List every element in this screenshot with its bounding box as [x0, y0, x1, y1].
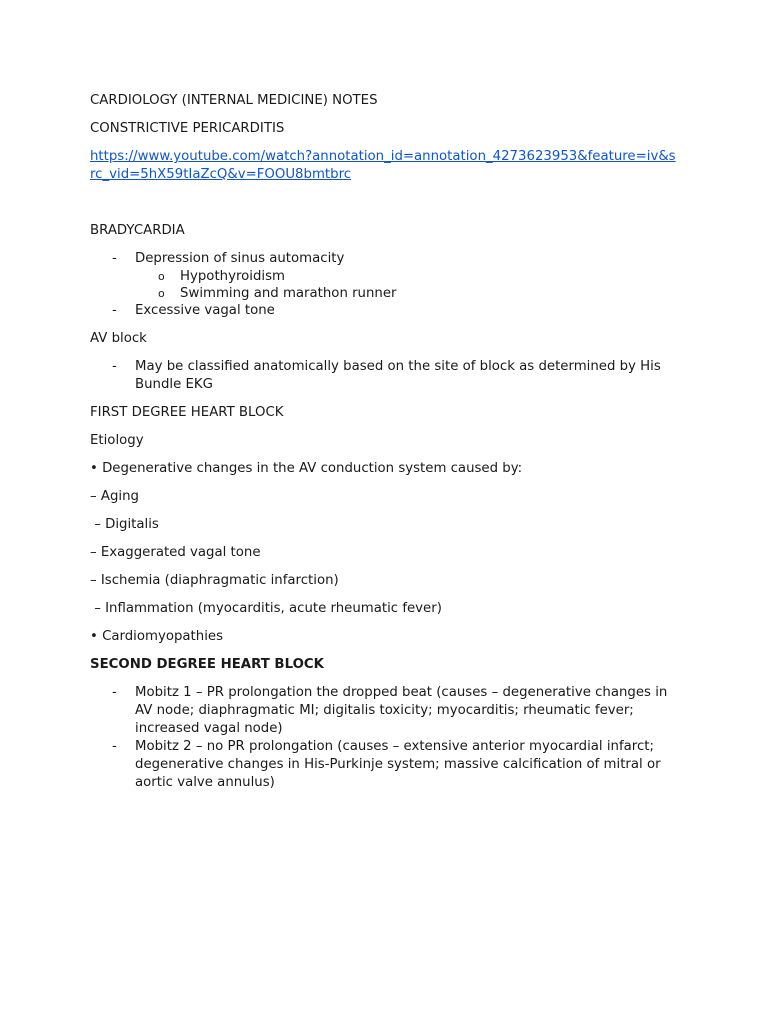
second-degree-list [90, 684, 680, 792]
sub-list-item [135, 285, 680, 302]
heading-first-degree: FIRST DEGREE HEART BLOCK [90, 405, 284, 420]
av-block-list [90, 358, 680, 394]
etiology-line: – Ischemia (diaphragmatic infarction) [90, 573, 339, 588]
list-item [90, 738, 680, 792]
list-item [90, 250, 680, 302]
dash-marker: - [112, 251, 117, 266]
sub-list-item [135, 268, 680, 285]
list-item [90, 684, 680, 738]
heading-av-block: AV block [90, 331, 147, 346]
heading-constrictive-pericarditis: CONSTRICTIVE PERICARDITIS [90, 121, 285, 136]
document-title: CARDIOLOGY (INTERNAL MEDICINE) NOTES [90, 93, 378, 108]
youtube-link[interactable]: https://www.youtube.com/watch?annotation_id=annotation_4273623953&feature=iv&src_vid=5hX59tIaZcQ&v=FOOU8bmtbrc [90, 149, 676, 182]
etiology-line: – Exaggerated vagal tone [90, 545, 261, 560]
bradycardia-list [90, 250, 680, 320]
list-item [90, 358, 680, 394]
list-item-text: Depression of sinus automacity [135, 251, 345, 266]
document-page [90, 92, 680, 802]
heading-second-degree: SECOND DEGREE HEART BLOCK [90, 657, 324, 672]
list-item-text: Mobitz 1 – PR prolongation the dropped beat (causes – degenerative changes in AV node; diaphragmatic MI; digitalis toxicity; myocarditis; rheumatic fever; increased vagal node) [135, 685, 668, 736]
dash-marker: - [112, 739, 117, 754]
dash-marker: - [112, 359, 117, 374]
etiology-line: – Aging [90, 489, 139, 504]
dash-marker: - [112, 685, 117, 700]
dash-marker: - [112, 303, 117, 318]
etiology-line: • Cardiomyopathies [90, 629, 223, 644]
bullet-marker: o [158, 270, 165, 283]
list-item [90, 302, 680, 320]
heading-bradycardia: BRADYCARDIA [90, 223, 185, 238]
sub-list [135, 268, 680, 302]
sub-list-item-text: Swimming and marathon runner [180, 286, 397, 301]
list-item-text: Excessive vagal tone [135, 303, 275, 318]
etiology-label: Etiology [90, 433, 144, 448]
bullet-marker: o [158, 287, 165, 300]
sub-list-item-text: Hypothyroidism [180, 269, 285, 284]
etiology-line: • Degenerative changes in the AV conduction system caused by: [90, 461, 523, 476]
etiology-line: – Digitalis [90, 517, 159, 532]
list-item-text: May be classified anatomically based on the site of block as determined by His Bundle EKG [135, 359, 661, 392]
etiology-line: – Inflammation (myocarditis, acute rheumatic fever) [90, 601, 442, 616]
list-item-text: Mobitz 2 – no PR prolongation (causes – extensive anterior myocardial infarct; degenerative changes in His-Purkinje system; massive calcification of mitral or aortic valve annulus) [135, 739, 661, 790]
